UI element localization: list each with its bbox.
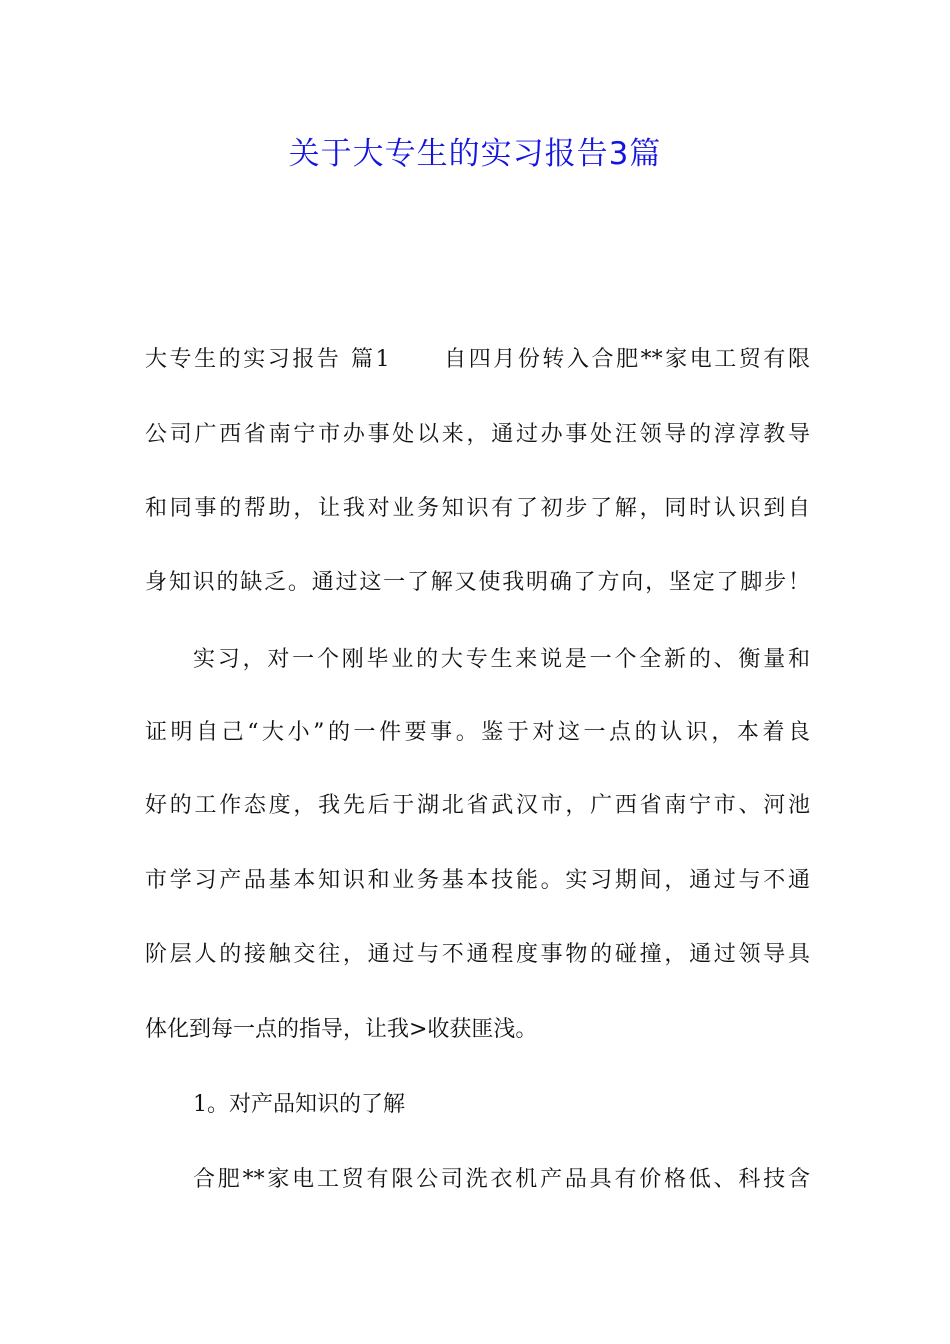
paragraph-line: 公司广西省南宁市办事处以来，通过办事处汪领导的淳淳教导 bbox=[145, 422, 810, 447]
paragraph-line: 合肥**家电工贸有限公司洗衣机产品具有价格低、科技含 bbox=[193, 1167, 810, 1192]
paragraph-line: 和同事的帮助，让我对业务知识有了初步了解，同时认识到自 bbox=[145, 496, 810, 521]
paragraph-line: 证明自己“大小”的一件要事。鉴于对这一点的认识，本着良 bbox=[145, 720, 810, 745]
paragraph-line bbox=[145, 340, 810, 380]
paragraph-line: 好的工作态度，我先后于湖北省武汉市，广西省南宁市、河池 bbox=[145, 793, 810, 818]
paragraph-line: 体化到每一点的指导，让我>收获匪浅。 bbox=[145, 1017, 538, 1042]
paragraph-line: 市学习产品基本知识和业务基本技能。实习期间，通过与不通 bbox=[145, 868, 810, 893]
paragraph-line: 阶层人的接触交往，通过与不通程度事物的碰撞，通过领导具 bbox=[145, 942, 810, 967]
paragraph-line: 实习，对一个刚毕业的大专生来说是一个全新的、衡量和 bbox=[193, 647, 810, 672]
paragraph-text: 自四月份转入合肥**家电工贸有限 bbox=[441, 347, 810, 372]
document-title: 关于大专生的实习报告3篇 bbox=[288, 136, 662, 172]
subsection-heading: 1。对产品知识的了解 bbox=[193, 1092, 405, 1117]
paragraph-line: 身知识的缺乏。通过这一了解又使我明确了方向，坚定了脚步！ bbox=[145, 570, 810, 595]
section-heading: 大专生的实习报告 篇1 bbox=[145, 347, 390, 372]
